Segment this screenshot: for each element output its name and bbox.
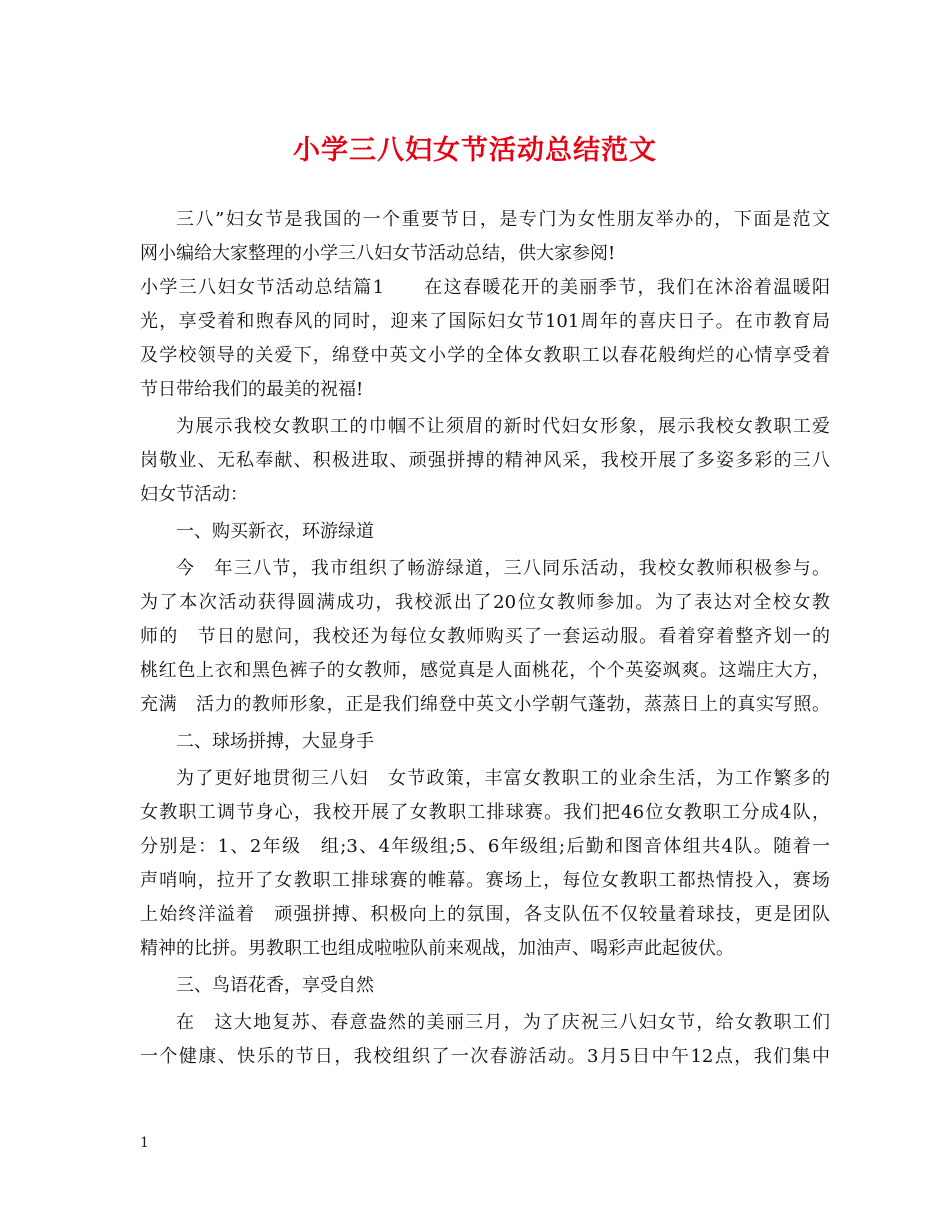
- paragraph-line: 充满 活力的教师形象，正是我们绵登中英文小学朝气蓬勃，蒸蒸日上的真实写照。: [140, 694, 830, 715]
- paragraph-line: 分别是：1、2年级 组;3、4年级组;5、6年级组;后勤和图音体组共4队。随着一: [140, 836, 830, 857]
- paragraph-line: 今 年三八节，我市组织了畅游绿道，三八同乐活动，我校女教师积极参与。: [176, 558, 830, 579]
- paragraph-line: 女教职工调节身心，我校开展了女教职工排球赛。我们把46位女教职工分成4队，: [140, 802, 830, 823]
- paragraph-line: 为了更好地贯彻三八妇 女节政策，丰富女教职工的业余生活，为工作繁多的: [176, 768, 830, 789]
- section-heading: 三、鸟语花香，享受自然: [176, 975, 374, 996]
- page-number: 1: [140, 1135, 149, 1151]
- paragraph-line: 妇女节活动：: [140, 484, 248, 505]
- paragraph-line: 在 这大地复苏、春意盎然的美丽三月，为了庆祝三八妇女节，给女教职工们: [176, 1012, 830, 1033]
- paragraph-line: 节日带给我们的最美的祝福!: [140, 379, 364, 400]
- paragraph-line: 网小编给大家整理的小学三八妇女节活动总结，供大家参阅!: [140, 243, 616, 264]
- paragraph-line: 三八”妇女节是我国的一个重要节日，是专门为女性朋友举办的，下面是范文: [176, 209, 830, 230]
- paragraph-line: 为了本次活动获得圆满成功，我校派出了20位女教师参加。为了表达对全校女教: [140, 592, 830, 613]
- paragraph-line: 为展示我校女教职工的巾帼不让须眉的新时代妇女形象，展示我校女教职工爱: [176, 416, 830, 437]
- paragraph-line: 上始终洋溢着 顽强拼搏、积极向上的氛围，各支队伍不仅较量着球技，更是团队: [140, 904, 830, 925]
- paragraph-line: 光，享受着和煦春风的同时，迎来了国际妇女节101周年的喜庆日子。在市教育局: [140, 311, 830, 332]
- paragraph-line: 声哨响，拉开了女教职工排球赛的帷幕。赛场上，每位女教职工都热情投入，赛场: [140, 870, 830, 891]
- paragraph-line: 小学三八妇女节活动总结篇1 在这春暖花开的美丽季节，我们在沐浴着温暖阳: [140, 277, 830, 298]
- section-heading: 一、购买新衣，环游绿道: [176, 521, 374, 542]
- paragraph-line: 师的 节日的慰问，我校还为每位女教师购买了一套运动服。看着穿着整齐划一的: [140, 626, 830, 647]
- section-heading: 二、球场拼搏，大显身手: [176, 731, 374, 752]
- paragraph-line: 一个健康、快乐的节日，我校组织了一次春游活动。3月5日中午12点，我们集中: [140, 1046, 830, 1067]
- paragraph-line: 岗敬业、无私奉献、积极进取、顽强拼搏的精神风采，我校开展了多姿多彩的三八: [140, 450, 830, 471]
- paragraph-line: 及学校领导的关爱下，绵登中英文小学的全体女教职工以春花般绚烂的心情享受着: [140, 345, 830, 366]
- paragraph-line: 精神的比拼。男教职工也组成啦啦队前来观战，加油声、喝彩声此起彼伏。: [140, 938, 734, 959]
- paragraph-line: 桃红色上衣和黑色裤子的女教师，感觉真是人面桃花，个个英姿飒爽。这端庄大方，: [140, 660, 830, 681]
- document-title: 小学三八妇女节活动总结范文: [293, 135, 657, 166]
